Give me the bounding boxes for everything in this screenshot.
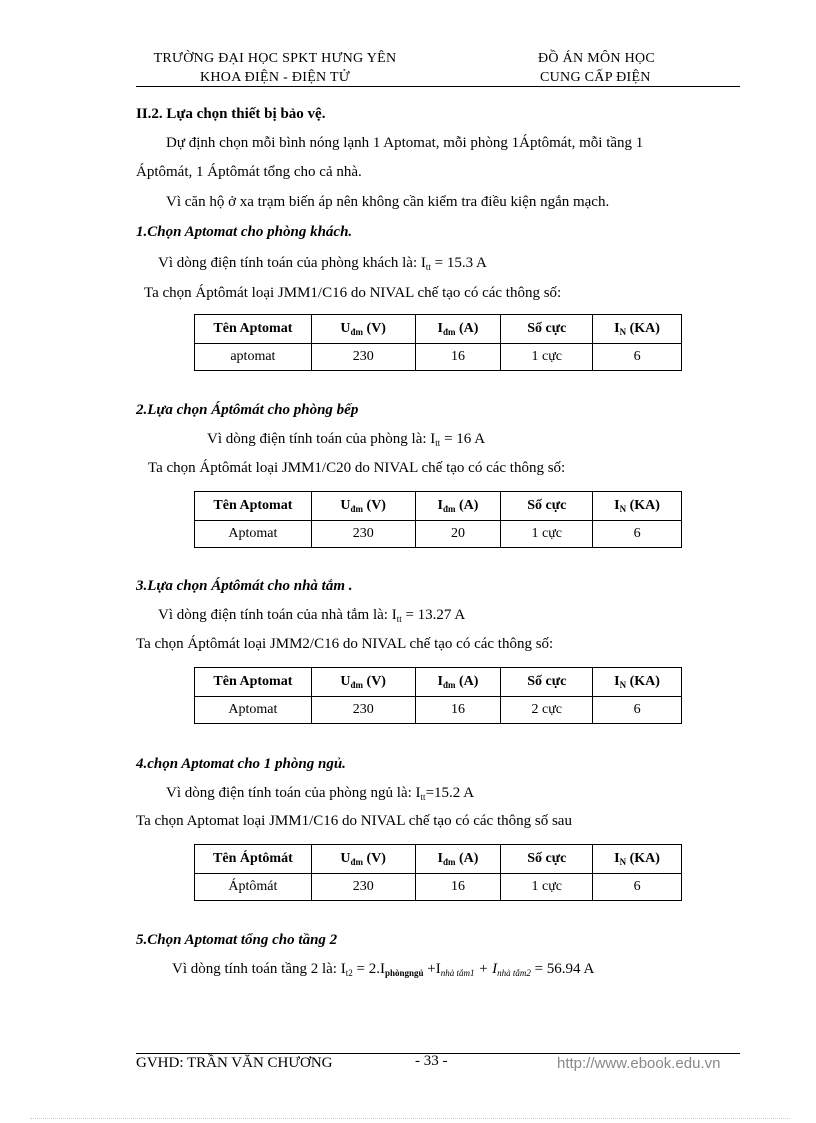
cell-voltage: 230 [311,521,415,548]
section-2-calc: Vì dòng điện tính toán của phòng là: $I_{tt} = 16$ A [207,431,486,448]
table-header-row [195,845,682,874]
cell-name: aptomat [195,344,312,371]
header-name: Tên Aptomat [195,492,312,521]
cell-name: Aptomat [195,697,312,724]
header-right [538,49,738,87]
subject-name: CUNG CẤP ĐIỆN [540,70,651,85]
intro-paragraph-2: Vì căn hộ ở xa trạm biến áp nên không cần kiểm tra điều kiện ngắn mạch. [166,194,610,210]
section-1-calc: Vì dòng điện tính toán của phòng khách là: $I_{tt} = 15.3$ A [158,255,487,272]
cell-poles: 1 cực [501,874,593,901]
header-poles: Số cực [501,492,593,521]
section-3-calc: Vì dòng điện tính toán của nhà tắm là: $I_{tt} = 13.27$ A [158,607,466,624]
school-name: TRƯỜNG ĐẠI HỌC SPKT HƯNG YÊN [153,51,397,66]
project-title: ĐỒ ÁN MÔN HỌC [538,51,656,66]
header-rated-current: $I_{đm}$ (A) [415,668,501,697]
section-1-table [194,314,682,371]
section-3-heading: 3.Lựa chọn Áptômát cho nhà tắm . [136,578,353,594]
header-breaking-capacity: $I_N$ (KA) [593,668,682,697]
footer-advisor: GVHD: TRẦN VĂN CHƯƠNG [136,1055,333,1071]
cell-breaking: 6 [593,344,682,371]
section-2-heading: 2.Lựa chọn Áptômát cho phòng bếp [136,402,359,418]
cell-voltage: 230 [311,874,415,901]
cell-voltage: 230 [311,697,415,724]
header-breaking-capacity: $I_N$ (KA) [593,845,682,874]
header-breaking-capacity: $I_N$ (KA) [593,315,682,344]
header-rated-voltage: $U_{đm}$ (V) [311,845,415,874]
section-5-heading: 5.Chọn Aptomat tổng cho tầng 2 [136,932,338,948]
cell-breaking: 6 [593,697,682,724]
table-row [195,521,682,548]
header-poles: Số cực [501,668,593,697]
section-4-choice: Ta chọn Aptomat loại JMM1/C16 do NIVAL chế tạo có các thông số sau [136,813,572,829]
faculty-name: KHOA ĐIỆN - ĐIỆN TỬ [199,70,351,85]
section-5-formula: Vì dòng tính toán tầng 2 là: $I_{t2} = 2.I_{phòngngủ} +I_{nhà tắm1} + I_{nhà tắm2} = 56.94$ A [172,961,595,978]
cell-name: Aptomat [195,521,312,548]
section-1-choice: Ta chọn Áptômát loại JMM1/C16 do NIVAL chế tạo có các thông số: [144,285,562,301]
cell-poles: 1 cực [501,344,593,371]
section-4-table [194,844,682,901]
header-rated-current: $I_{đm}$ (A) [415,492,501,521]
section-2-table [194,491,682,548]
header-rated-current: $I_{đm}$ (A) [415,315,501,344]
section-3-table [194,667,682,724]
header-rated-voltage: $U_{đm}$ (V) [311,668,415,697]
cell-name: Áptômát [195,874,312,901]
header-rule [136,86,740,87]
header-poles: Số cực [501,845,593,874]
header-left [136,49,414,87]
header-rated-current: $I_{đm}$ (A) [415,845,501,874]
table-row [195,697,682,724]
header-poles: Số cực [501,315,593,344]
intro-paragraph-1-line-1: Dự định chọn mỗi bình nóng lạnh 1 Aptomat, mỗi phòng 1Áptômát, mỗi tầng 1 [166,135,644,151]
header-breaking-capacity: $I_N$ (KA) [593,492,682,521]
cell-poles: 1 cực [501,521,593,548]
header-name: Tên Aptomat [195,668,312,697]
footer-url[interactable]: http://www.ebook.edu.vn [557,1055,721,1072]
header-rated-voltage: $U_{đm}$ (V) [311,492,415,521]
section-4-heading: 4.chọn Aptomat cho 1 phòng ngủ. [136,756,346,772]
intro-paragraph-1-line-2: Áptômát, 1 Áptômát tổng cho cả nhà. [136,164,362,180]
cell-voltage: 230 [311,344,415,371]
table-row [195,344,682,371]
table-header-row [195,492,682,521]
cell-current: 16 [415,344,501,371]
table-row [195,874,682,901]
header-name: Tên Aptomat [195,315,312,344]
page-number: - 33 - [415,1053,448,1069]
cell-current: 16 [415,697,501,724]
cell-poles: 2 cực [501,697,593,724]
table-header-row [195,668,682,697]
table-header-row [195,315,682,344]
section-2-choice: Ta chọn Áptômát loại JMM1/C20 do NIVAL chế tạo có các thông số: [148,460,566,476]
cell-current: 20 [415,521,501,548]
section-1-heading: 1.Chọn Aptomat cho phòng khách. [136,224,353,240]
page-bottom-border [30,1118,790,1119]
section-4-calc: Vì dòng điện tính toán của phòng ngủ là: $I_{tt}=15.2$ A [166,785,475,802]
section-3-choice: Ta chọn Áptômát loại JMM2/C16 do NIVAL chế tạo có các thông số: [136,636,554,652]
cell-breaking: 6 [593,521,682,548]
header-name: Tên Áptômát [195,845,312,874]
header-rated-voltage: $U_{đm}$ (V) [311,315,415,344]
cell-current: 16 [415,874,501,901]
cell-breaking: 6 [593,874,682,901]
section-title: II.2. Lựa chọn thiết bị bảo vệ. [136,106,326,122]
